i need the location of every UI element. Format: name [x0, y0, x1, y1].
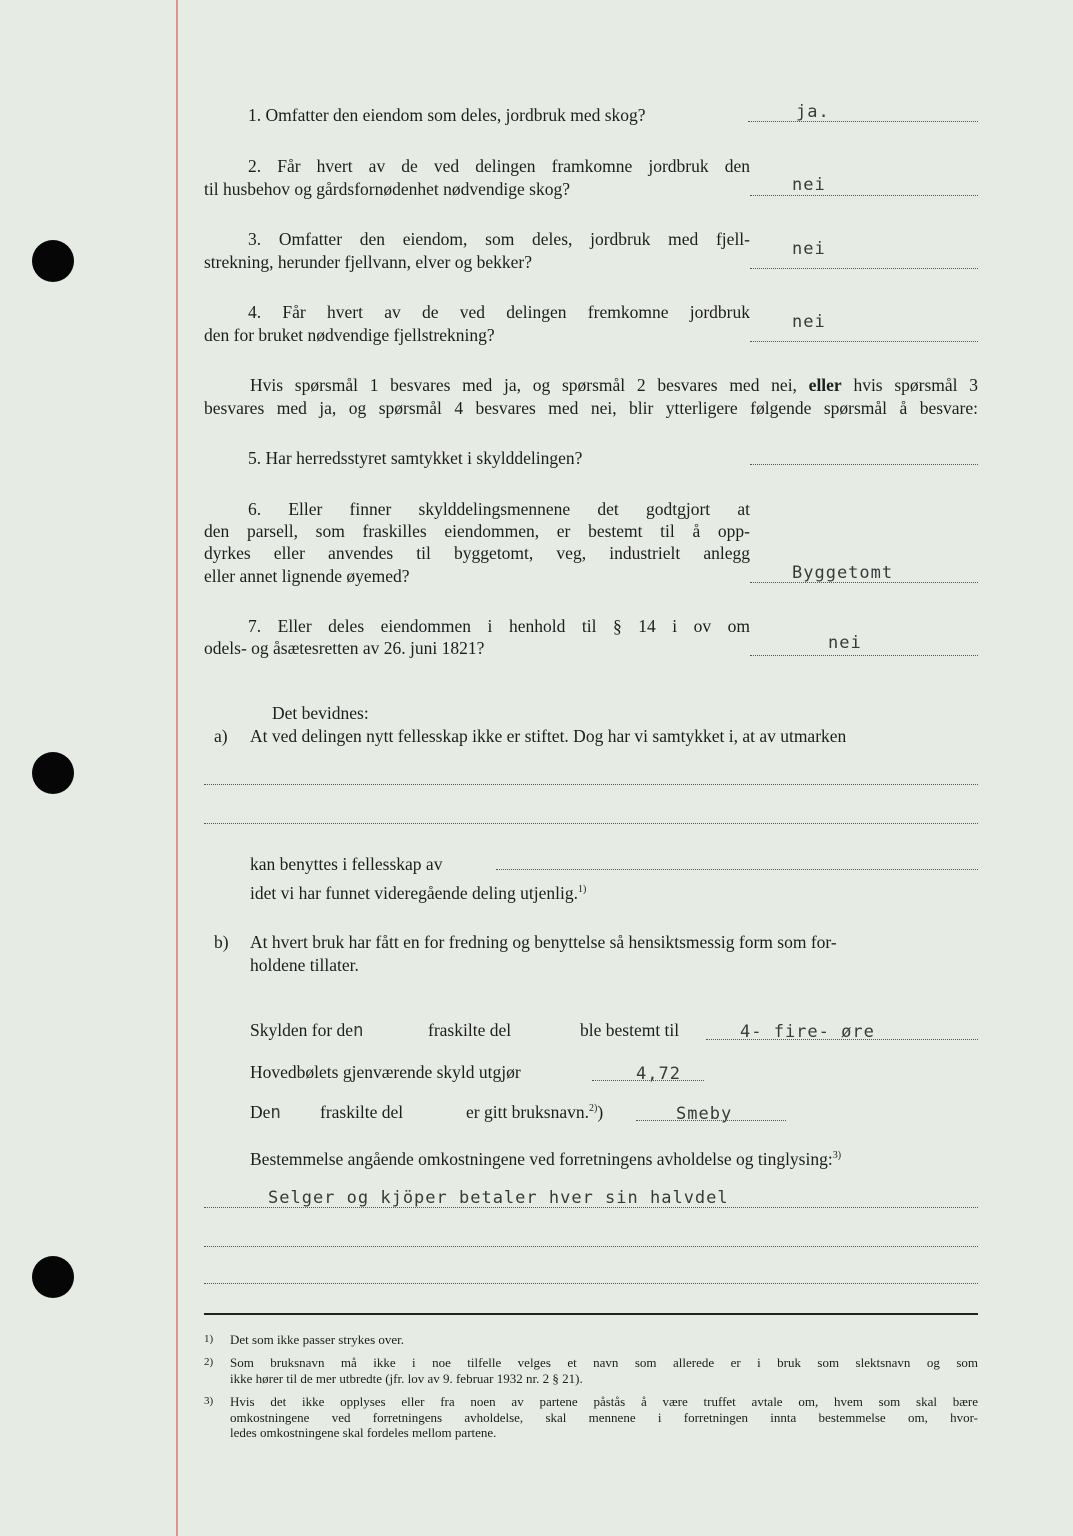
question-5: 5. Har herredsstyret samtykket i skylddelingen?: [248, 448, 583, 468]
hovedbol-label: Hovedbølets gjenværende skyld utgjør: [250, 1062, 521, 1082]
answer-line-2: [750, 195, 978, 196]
bestemmelse-line-3: [204, 1283, 978, 1284]
skylden-label: Skylden for den: [250, 1020, 364, 1041]
item-a-label: a): [214, 726, 228, 746]
answer-line-1: [748, 121, 978, 122]
question-4-line-1: 4. Får hvert av de ved delingen fremkomne jordbruk: [248, 302, 750, 322]
answer-line-7: [750, 655, 978, 656]
answer-line-3: [750, 268, 978, 269]
condition-line-2: besvares med ja, og spørsmål 4 besvares med nei, blir ytterligere følgende spørsmål å besvare:: [204, 398, 978, 418]
question-6-line-2: den parsell, som fraskilles eiendommen, er bestemt til å opp-: [204, 521, 750, 541]
footnote-3: 3) Hvis det ikke opplyses eller fra noen av partene påstås å være truffet avtale om, hvem som skal bære omkostningene ved forretningens avholdelse, skal mennene i forretningen innta bestemmelse om, hvor- ledes omkostningene skal fordeles mellom partene.: [204, 1394, 978, 1440]
question-4-line-2: den for bruket nødvendige fjellstrekning?: [204, 325, 495, 345]
skylden-fraskilte: fraskilte del: [428, 1020, 512, 1040]
bruksnavn-label: er gitt bruksnavn.$^{2)}$): [466, 1102, 604, 1122]
answer-1: ja.: [796, 102, 830, 122]
question-2-line-1: 2. Får hvert av de ved delingen framkomne jordbruk den: [248, 156, 750, 176]
skylden-bestemt: ble bestemt til: [580, 1020, 680, 1040]
answer-7: nei: [828, 633, 862, 653]
question-2-line-2: til husbehov og gårdsfornødenhet nødvendige skog?: [204, 179, 570, 199]
question-7-line-2: odels- og åsætesretten av 26. juni 1821?: [204, 638, 485, 658]
margin-line: [176, 0, 178, 1536]
bevidnes-heading: Det bevidnes:: [272, 703, 369, 723]
question-6-line-1: 6. Eller finner skylddelingsmennene det godtgjort at: [248, 499, 750, 519]
answer-3: nei: [792, 239, 826, 259]
answer-6: Byggetomt: [792, 563, 894, 583]
question-6-line-3: dyrkes eller anvendes til byggetomt, veg, industrielt anlegg: [204, 543, 750, 563]
answer-line-5: [750, 464, 978, 465]
question-7-line-1: 7. Eller deles eiendommen i henhold til § 14 i ov om: [248, 616, 750, 636]
den-fraskilte: fraskilte del: [320, 1102, 404, 1122]
punch-hole: [32, 240, 74, 282]
footnote-1: 1) Det som ikke passer strykes over.: [204, 1332, 405, 1347]
condition-line-1: Hvis spørsmål 1 besvares med ja, og spørsmål 2 besvares med nei, eller hvis spørsmål 3: [250, 375, 978, 395]
bruksnavn-answer: Smeby: [676, 1104, 733, 1124]
item-b-label: b): [214, 932, 229, 952]
bestemmelse-answer: Selger og kjöper betaler hver sin halvdel: [268, 1188, 729, 1208]
question-6-line-4: eller annet lignende øyemed?: [204, 566, 410, 586]
blank-line-a-1: [204, 784, 978, 785]
footnote-2: 2) Som bruksnavn må ikke i noe tilfelle velges et navn som allerede er i bruk som slektsnavn og som ikke hører til de mer utbredte (jfr. lov av 9. februar 1932 nr. 2 § 21).: [204, 1355, 978, 1386]
fellesskap-line: [496, 869, 978, 870]
den-label: Den: [250, 1102, 281, 1123]
hovedbol-answer: 4,72: [636, 1064, 681, 1084]
punch-hole: [32, 1256, 74, 1298]
fellesskap-label: kan benyttes i fellesskap av: [250, 854, 443, 874]
item-a-text: At ved delingen nytt fellesskap ikke er stiftet. Dog har vi samtykket i, at av utmarken: [250, 726, 847, 746]
bestemmelse-line-2: [204, 1246, 978, 1247]
footnote-separator: [204, 1313, 978, 1315]
answer-4: nei: [792, 312, 826, 332]
item-b-line-2: holdene tillater.: [250, 955, 359, 975]
skylden-answer: 4- fire- øre: [740, 1022, 875, 1042]
answer-2: nei: [792, 175, 826, 195]
item-b-line-1: At hvert bruk har fått en for fredning og benyttelse så hensiktsmessig form som for-: [250, 932, 837, 952]
question-3-line-2: strekning, herunder fjellvann, elver og bekker?: [204, 252, 532, 272]
punch-hole: [32, 752, 74, 794]
question-3-line-1: 3. Omfatter den eiendom, som deles, jordbruk med fjell-: [248, 229, 750, 249]
answer-line-4: [750, 341, 978, 342]
blank-line-a-2: [204, 823, 978, 824]
question-1: 1. Omfatter den eiendom som deles, jordbruk med skog?: [248, 105, 646, 125]
bestemmelse-label: Bestemmelse angående omkostningene ved forretningens avholdelse og tinglysing:$^{3)}$: [250, 1149, 842, 1169]
utjenlig-text: idet vi har funnet videregående deling utjenlig.$^{1)}$: [250, 883, 587, 903]
